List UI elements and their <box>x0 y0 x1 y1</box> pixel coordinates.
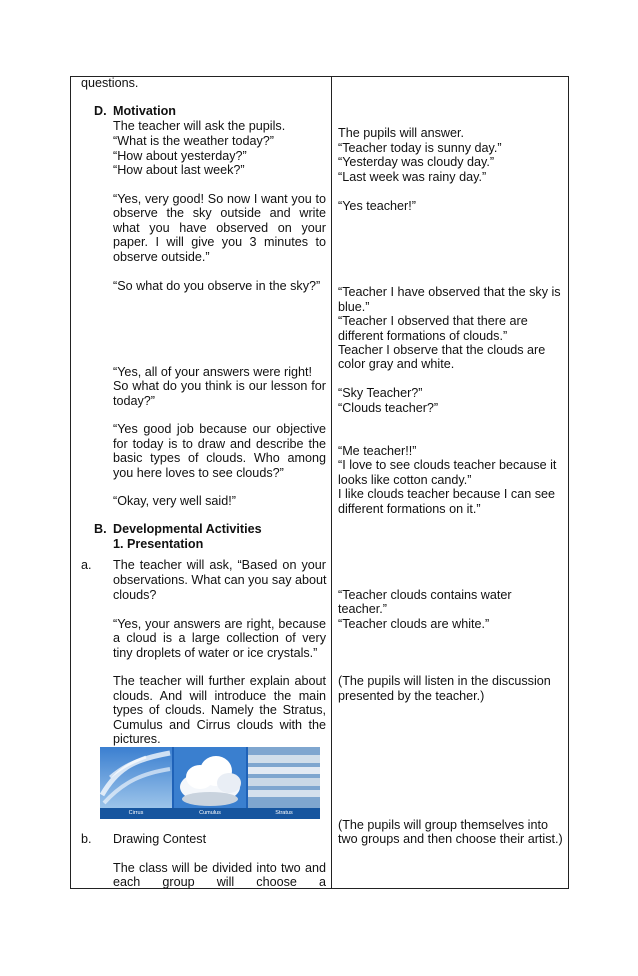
pupil-response-line: Teacher I observe that the clouds are <box>338 343 546 357</box>
pupil-response-line: “Last week was rainy day.” <box>338 170 487 184</box>
pupil-response-line: “Sky Teacher?” <box>338 386 423 400</box>
teacher-paragraph-line: pictures. <box>113 732 161 746</box>
questions-text: questions. <box>81 76 139 90</box>
motivation-heading: Motivation <box>113 104 176 118</box>
motivation-letter: D. <box>94 104 107 118</box>
item-b-label: b. <box>81 832 92 846</box>
pupil-response-line: “Teacher I observed that there are <box>338 314 528 328</box>
pupil-response-line: blue.” <box>338 300 370 314</box>
teacher-paragraph-line: what you have observed on your <box>113 221 326 235</box>
teacher-paragraph-line: “Yes, all of your answers were right! <box>113 365 313 379</box>
pupil-response-line: presented by the teacher.) <box>338 689 485 703</box>
teacher-paragraph-line: Cumulus and Cirrus clouds with the <box>113 718 326 732</box>
teacher-paragraph-line: observations. What can you say about <box>113 573 327 587</box>
pupil-response-line: “Yes teacher!” <box>338 199 416 213</box>
developmental-heading: Developmental Activities <box>113 522 262 536</box>
presentation-heading: 1. Presentation <box>113 537 204 551</box>
pupil-response-line: different formations of clouds.” <box>338 329 508 343</box>
cumulus-caption: Cumulus <box>199 810 221 816</box>
teacher-paragraph-line: tiny droplets of water or ice crystals.” <box>113 646 318 660</box>
developmental-letter: B. <box>94 522 107 536</box>
pupil-response-line: “I love to see clouds teacher because it <box>338 458 557 472</box>
teacher-paragraph-line: The teacher will ask, “Based on your <box>113 558 326 572</box>
pupil-response-line: color gray and white. <box>338 357 455 371</box>
teacher-paragraph-line: “Yes, very good! So now I want you to <box>113 192 326 206</box>
teacher-paragraph-line: a cloud is a large collection of very <box>113 631 326 645</box>
pupil-response-line: “Clouds teacher?” <box>338 401 439 415</box>
teacher-paragraph-line: basic types of clouds. Who among <box>113 451 326 465</box>
pupil-response-line: teacher.” <box>338 602 388 616</box>
teacher-paragraph-line: types of clouds. Namely the Stratus, <box>113 703 326 717</box>
drawing-contest-title: Drawing Contest <box>113 832 207 846</box>
teacher-paragraph-line: The class will be divided into two and <box>113 861 326 875</box>
pupil-response-line: different formations on it.” <box>338 502 481 516</box>
item-a-label: a. <box>81 558 92 572</box>
teacher-question: “So what do you observe in the sky?” <box>113 279 321 293</box>
pupil-response-line: “Me teacher!!” <box>338 444 417 458</box>
pupil-response-line: two groups and then choose their artist.) <box>338 832 563 846</box>
pupil-response-line: (The pupils will listen in the discussion <box>338 674 551 688</box>
cumulus-cloud-image <box>174 747 246 808</box>
teacher-paragraph-line: today?” <box>113 394 156 408</box>
teacher-paragraph-line: for today is to draw and describe the <box>113 437 326 451</box>
motivation-line: “What is the weather today?” <box>113 134 274 148</box>
teacher-paragraph-line: observe the sky outside and write <box>113 206 326 220</box>
teacher-paragraph-line: clouds. And will introduce the main <box>113 689 326 703</box>
teacher-paragraph-line: each group will choose a <box>113 875 326 889</box>
cirrus-caption: Cirrus <box>128 810 144 816</box>
column-divider <box>331 76 332 889</box>
teacher-paragraph-line: “Yes, your answers are right, because <box>113 617 326 631</box>
teacher-paragraph-line: clouds? <box>113 588 157 602</box>
pupil-response-line: (The pupils will group themselves into <box>338 818 548 832</box>
motivation-line: “How about last week?” <box>113 163 245 177</box>
cirrus-cloud-image <box>100 747 172 808</box>
cloud-types-figure <box>100 747 320 819</box>
teacher-paragraph-line: paper. I will give you 3 minutes to <box>113 235 326 249</box>
pupil-response-line: “Yesterday was cloudy day.” <box>338 155 495 169</box>
stratus-cloud-image <box>248 747 320 808</box>
pupil-response-line: looks like cotton candy.” <box>338 473 472 487</box>
teacher-paragraph-line: So what do you think is our lesson for <box>113 379 326 393</box>
teacher-remark: “Okay, very well said!” <box>113 494 236 508</box>
motivation-line: The teacher will ask the pupils. <box>113 119 286 133</box>
pupil-response-line: The pupils will answer. <box>338 126 464 140</box>
teacher-paragraph-line: The teacher will further explain about <box>113 674 326 688</box>
pupil-response-line: I like clouds teacher because I can see <box>338 487 556 501</box>
pupil-response-line: “Teacher clouds contains water <box>338 588 512 602</box>
stratus-caption: Stratus <box>275 810 293 816</box>
teacher-paragraph-line: “Yes good job because our objective <box>113 422 326 436</box>
pupil-response-line: “Teacher I have observed that the sky is <box>338 285 561 299</box>
pupil-response-line: “Teacher today is sunny day.” <box>338 141 502 155</box>
pupil-response-line: “Teacher clouds are white.” <box>338 617 490 631</box>
teacher-paragraph-line: you here loves to see clouds?” <box>113 466 284 480</box>
teacher-paragraph-line: observe outside.” <box>113 250 210 264</box>
motivation-line: “How about yesterday?” <box>113 149 247 163</box>
